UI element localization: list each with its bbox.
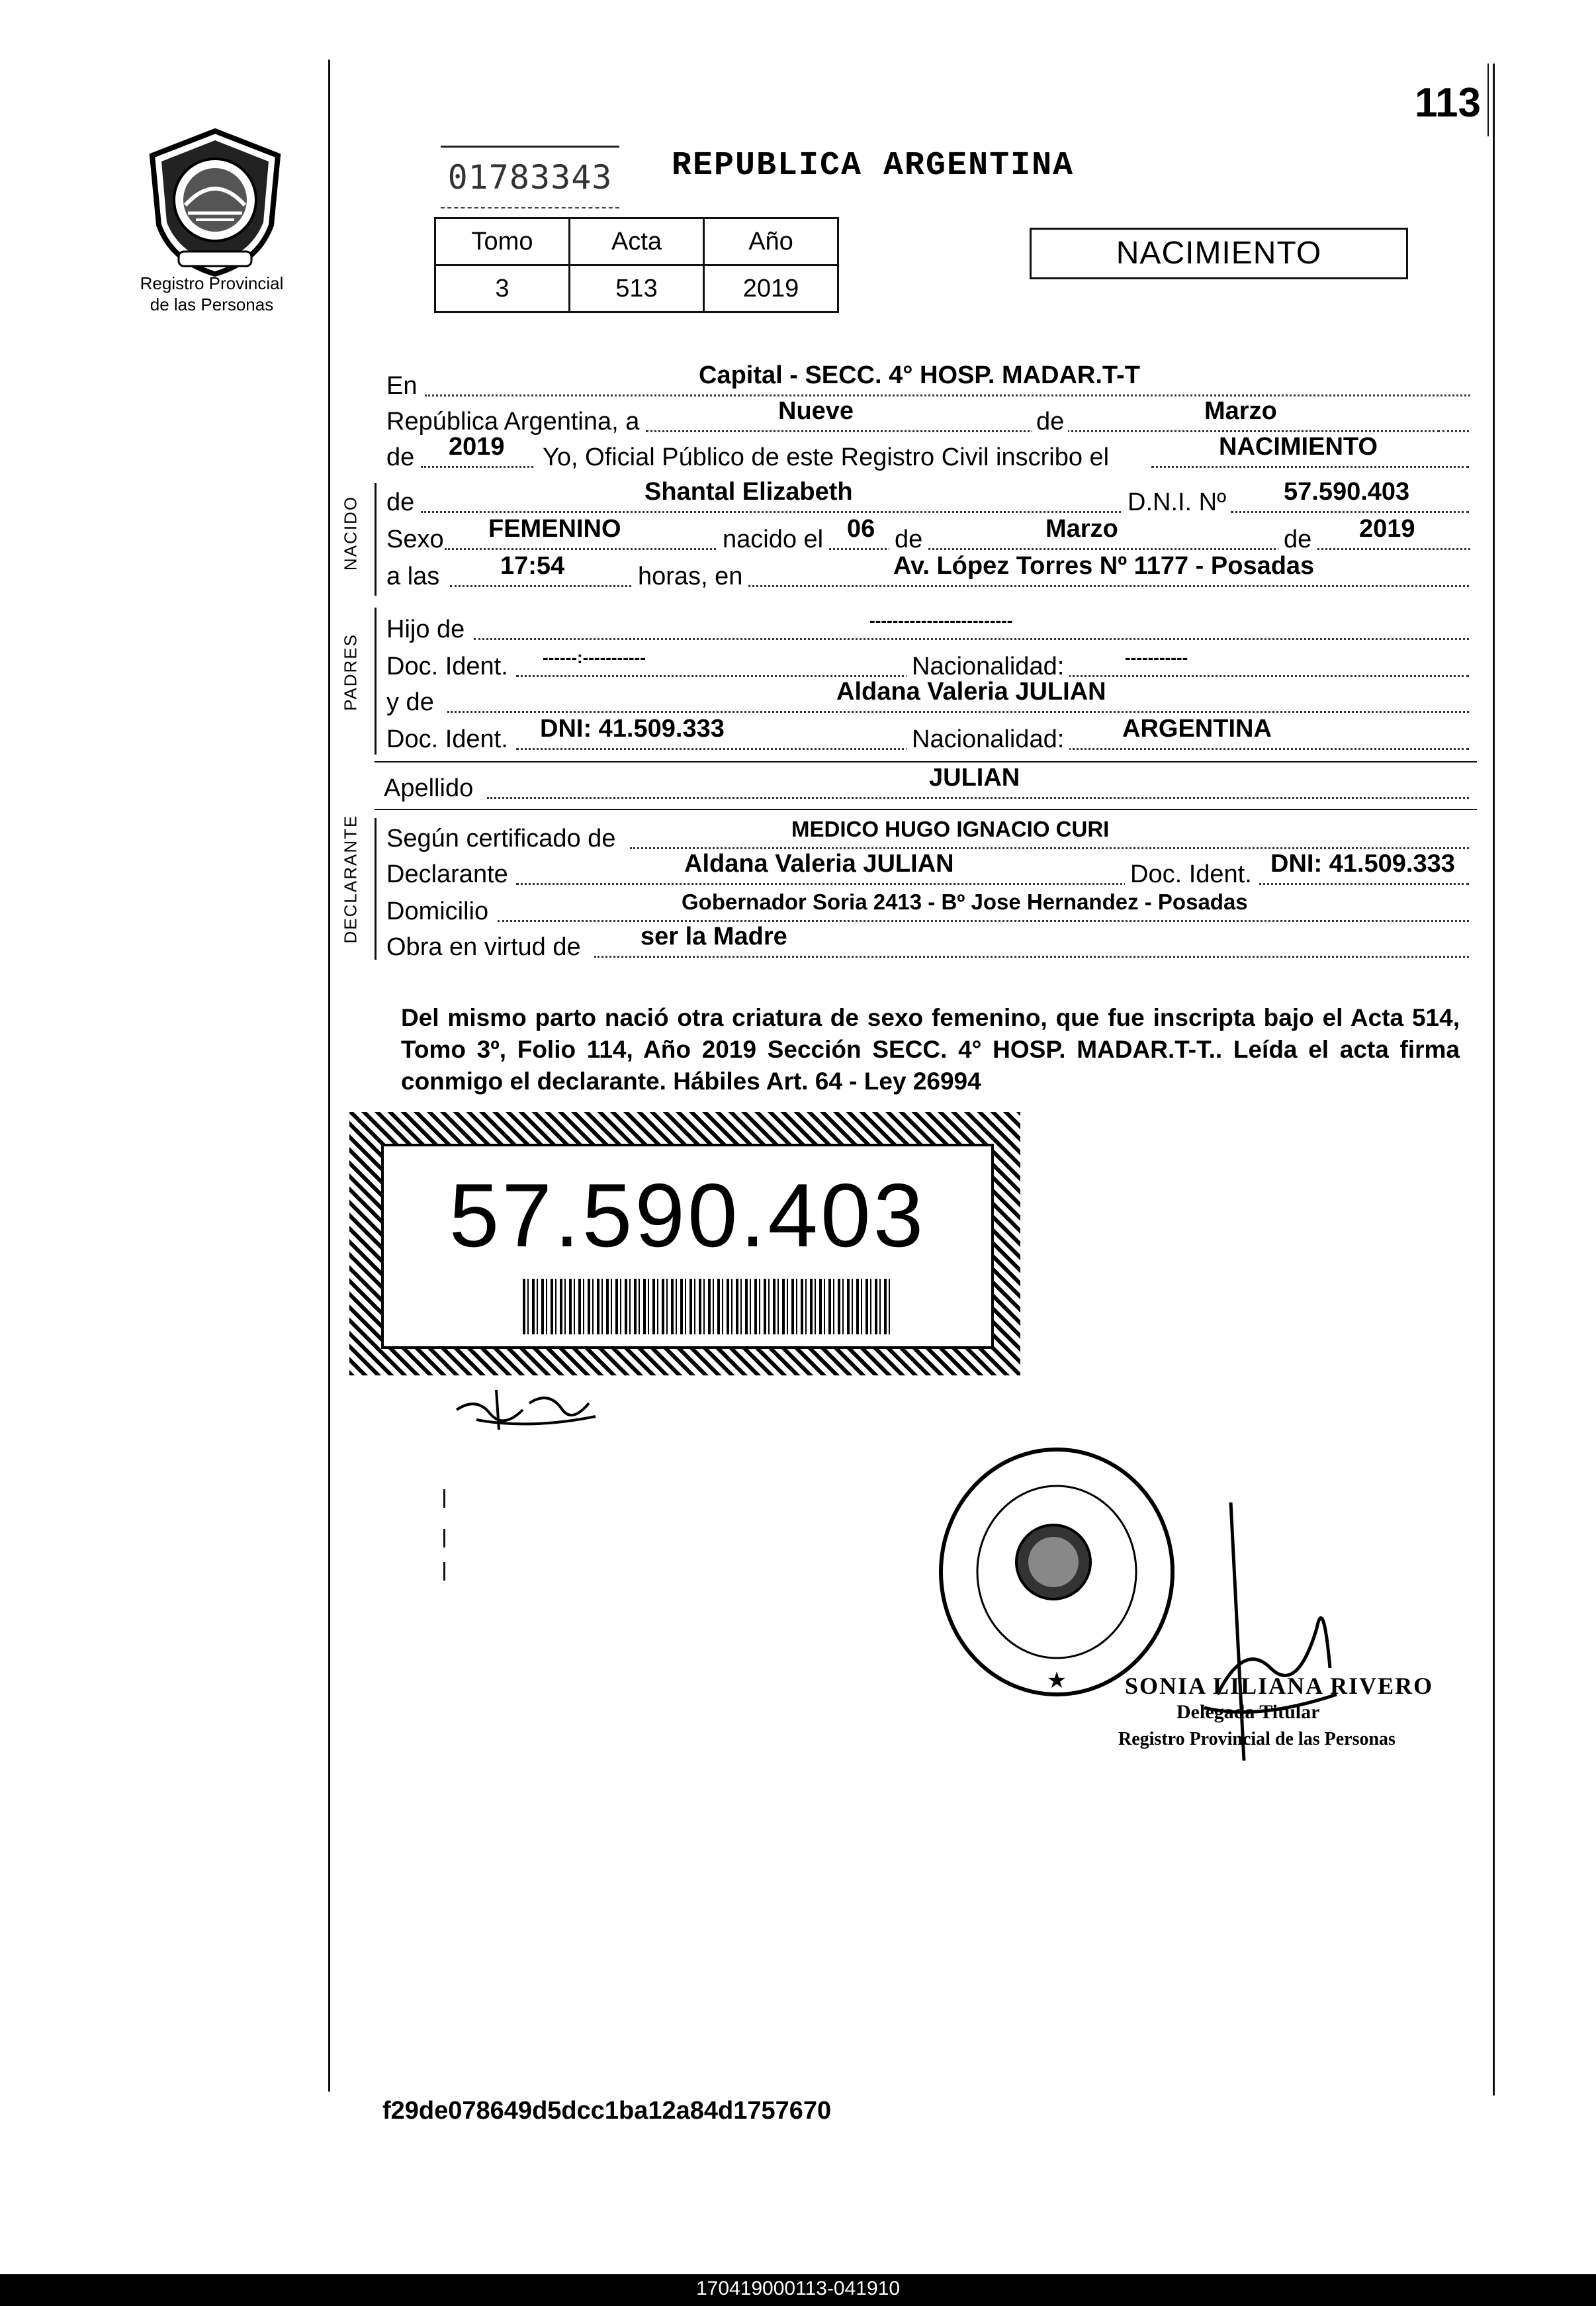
year-value: 2019: [449, 433, 505, 461]
row-mother: [384, 678, 1469, 716]
row-sexo: [384, 515, 1469, 553]
record-table-header: Acta: [570, 218, 704, 265]
margin-tick: [443, 1529, 445, 1547]
row-declarante: [384, 850, 1469, 888]
padres-section-label: PADRES: [340, 633, 361, 711]
record-table: [434, 217, 839, 313]
page-number: 113: [1415, 80, 1482, 126]
row-en: [384, 361, 1469, 400]
row-name: [384, 478, 1469, 516]
mother-dotted-line: [447, 711, 1469, 713]
obra-label: Obra en virtud de: [386, 933, 581, 961]
record-table-value-row: [435, 265, 838, 312]
de-label: de: [1032, 408, 1068, 436]
dni-stamp-number: 57.590.403: [449, 1165, 926, 1266]
month-value: Marzo: [1204, 397, 1277, 425]
signatory-name: SONIA LILIANA RIVERO: [1125, 1673, 1434, 1699]
mother-name: Aldana Valeria JULIAN: [836, 678, 1106, 706]
row-obra: [384, 923, 1469, 961]
obra-value: ser la Madre: [641, 923, 787, 950]
obra-dotted-line: [594, 956, 1469, 958]
right-margin-line: [1493, 64, 1495, 2096]
birth-year: 2019: [1359, 515, 1415, 543]
document-hash: f29de078649d5dcc1ba12a84d1757670: [382, 2097, 832, 2125]
footer-code: 170419000113-041910: [695, 2278, 901, 2299]
nac1-value: -----------: [1125, 647, 1188, 667]
apellido-value: JULIAN: [929, 764, 1020, 792]
alas-label: a las: [386, 563, 440, 590]
declarante-dotted-line: [516, 883, 1469, 885]
padres-section-bar: [375, 608, 377, 755]
certificado-label: Según certificado de: [386, 825, 616, 853]
row-apellido: [384, 764, 1469, 802]
apellido-label: Apellido: [384, 774, 474, 802]
decl-doc-value: DNI: 41.509.333: [1270, 850, 1455, 878]
left-margin-line: [328, 60, 330, 2092]
registry-caption-line-1: Registro Provincial: [140, 273, 284, 293]
page-number-bar: [1487, 64, 1489, 136]
sexo-label: Sexo: [386, 526, 444, 553]
doc2-value: DNI: 41.509.333: [540, 715, 725, 743]
record-table-header: Tomo: [435, 218, 570, 265]
row-oficial: [384, 433, 1469, 471]
official-seal-icon: [934, 1443, 1179, 1701]
dni-stamp-inner: [381, 1144, 994, 1349]
en-dotted-line: [425, 394, 1470, 396]
dni-stamp: [349, 1112, 1020, 1375]
dni-value: 57.590.403: [1284, 478, 1410, 506]
certificado-dotted-line: [630, 847, 1469, 849]
yde-label: y de: [386, 688, 434, 716]
signatory-org: Registro Provincial de las Personas: [1118, 1729, 1396, 1749]
date-dotted-tail: [1442, 430, 1469, 432]
en-value: Capital - SECC. 4° HOSP. MADAR.T-T: [699, 361, 1140, 389]
record-table-cell: 513: [570, 265, 704, 312]
row-doc1: [384, 646, 1469, 680]
birth-time: 17:54: [500, 552, 565, 580]
row-hijo: [384, 609, 1469, 643]
apellido-dotted-line: [487, 797, 1469, 799]
barcode-icon: [523, 1279, 893, 1334]
registry-caption: [106, 273, 318, 315]
year-dotted-line: [421, 466, 533, 468]
row-certificado: [384, 817, 1469, 853]
day-value: Nueve: [778, 397, 854, 425]
registry-caption-line-2: de las Personas: [150, 295, 274, 314]
inscribe-value: NACIMIENTO: [1219, 433, 1378, 461]
certificado-value: MEDICO HUGO IGNACIO CURI: [791, 817, 1110, 841]
row-hora: [384, 552, 1469, 590]
handwritten-signature-icon: [450, 1383, 609, 1436]
margin-tick: [443, 1489, 445, 1508]
record-type-box: NACIMIENTO: [1030, 228, 1408, 279]
svg-text:★: ★: [1046, 1667, 1067, 1694]
domicilio-value: Gobernador Soria 2413 - Bº Jose Hernandez - Posadas: [682, 890, 1248, 914]
nacido-label: nacido el: [717, 526, 828, 554]
birth-place: Av. López Torres Nº 1177 - Posadas: [893, 552, 1315, 580]
record-table-cell: 3: [435, 265, 570, 312]
birth-year-de-label: de: [1278, 526, 1317, 554]
oficial-text: Yo, Oficial Público de este Registro Civil inscribo el: [543, 443, 1110, 471]
nac2-label: Nacionalidad:: [907, 725, 1069, 754]
margin-tick: [443, 1562, 445, 1581]
birth-month: Marzo: [1045, 515, 1118, 543]
domicilio-dotted-line: [498, 920, 1469, 922]
record-table-cell: 2019: [704, 265, 838, 312]
birth-de-label: de: [889, 526, 928, 554]
hijo-dotted-line: [474, 638, 1469, 640]
record-table-header-row: [435, 218, 838, 265]
hijo-value: -------------------------: [869, 610, 1013, 630]
nacido-section-bar: [375, 483, 377, 596]
decl-doc-label: Doc. Ident.: [1125, 860, 1257, 889]
doc1-value: ------:-----------: [543, 647, 646, 667]
name-value: Shantal Elizabeth: [644, 478, 853, 506]
dni-dotted-line: [1231, 511, 1469, 513]
domicilio-label: Domicilio: [386, 898, 489, 925]
row-doc2: [384, 715, 1469, 753]
apellido-rule-top: [375, 761, 1477, 762]
de-year-label: de: [386, 443, 415, 471]
en-label: En: [386, 372, 418, 400]
birth-day: 06: [847, 515, 875, 543]
record-table-header: Año: [704, 218, 838, 265]
doc2-label: Doc. Ident.: [386, 725, 508, 753]
horas-label: horas, en: [633, 563, 748, 591]
nac1-label: Nacionalidad:: [907, 653, 1069, 681]
note-paragraph: Del mismo parto nació otra criatura de sexo femenino, que fue inscripta bajo el Acta 514, Tomo 3º, Folio 114, Año 2019 Sección SECC. 4° HOSP. MADAR.T-T.. Leída el acta firma conmigo el declarante. Hábiles Art. 64 - Ley 26994: [401, 1004, 1460, 1095]
republica-label: República Argentina, a: [386, 408, 640, 436]
nacido-section-label: NACIDO: [340, 495, 361, 571]
signatory-role: Delegada Titular: [1176, 1701, 1320, 1723]
inscribe-dotted-line: [1151, 466, 1469, 468]
header-title: REPUBLICA ARGENTINA: [672, 147, 1075, 185]
nac2-value: ARGENTINA: [1122, 715, 1272, 743]
hijo-label: Hijo de: [386, 616, 465, 643]
row-domicilio: [384, 890, 1469, 925]
misiones-emblem-icon: [139, 126, 291, 278]
rivero-signature-icon: [1178, 1496, 1363, 1800]
dni-label: D.N.I. Nº: [1122, 488, 1231, 517]
doc1-label: Doc. Ident.: [386, 653, 508, 680]
declarante-section-label: DECLARANTE: [340, 814, 361, 944]
hora-dotted-line: [450, 585, 1469, 587]
declarante-label: Declarante: [386, 860, 508, 888]
declarante-value: Aldana Valeria JULIAN: [684, 850, 954, 878]
name-dotted-line: [421, 511, 1149, 513]
row-date: [384, 397, 1469, 436]
serial-number: 01783343: [441, 146, 619, 208]
declarante-section-bar: [375, 818, 377, 960]
sexo-value: FEMENINO: [488, 515, 621, 543]
name-label: de: [386, 488, 415, 516]
apellido-rule-bottom: [375, 809, 1477, 810]
